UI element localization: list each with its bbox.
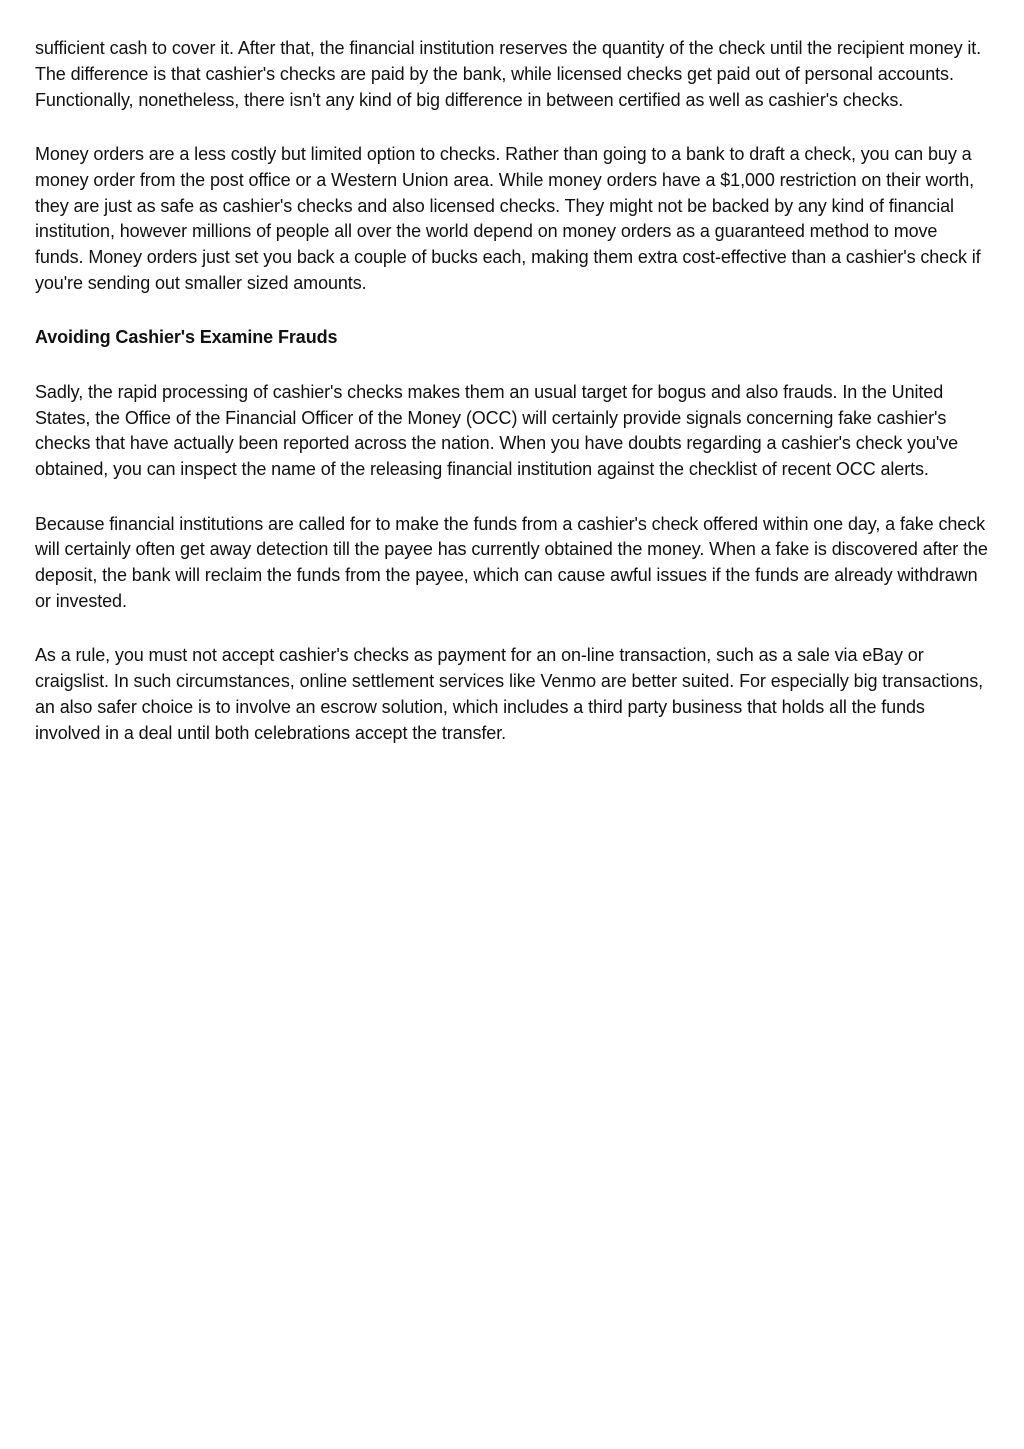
section-heading: Avoiding Cashier's Examine Frauds [35, 327, 338, 348]
paragraph-occ-alerts: Sadly, the rapid processing of cashier's checks makes them an usual target for bogus and also frauds. In the United States, the Office of the Financial Officer of the Money (OCC) will certainly provide signals concerning fake cashier's checks that have actually been reported across the nation. When you have doubts regarding a cashier's check you've obtained, you can inspect the name of the releasing financial institution against the checklist of recent OCC alerts. [35, 381, 959, 480]
paragraph-online-transactions: As a rule, you must not accept cashier's checks as payment for an on-line transaction, such as a sale via eBay or craigslist. In such circumstances, online settlement services like Venmo are better suited. For especially big transactions, an also safer choice is to involve an escrow solution, which includes a third party business that holds all the funds involved in a deal until both celebrations accept the transfer. [35, 645, 984, 743]
paragraph-certified-checks: sufficient cash to cover it. After that, the financial institution reserves the quantity of the check until the recipient money it. The difference is that cashier's checks are paid by the bank, while licensed checks get paid out of personal accounts. Functionally, nonetheless, there isn't any kind of big difference in between certified as well as cashier's checks. [35, 38, 982, 110]
paragraph-fake-detection: Because financial institutions are called for to make the funds from a cashier's check offered within one day, a fake check will certainly often get away detection till the payee has currently obtained the money. When a fake is discovered after the deposit, the bank will reclaim the funds from the payee, which can cause awful issues if the funds are already withdrawn or invested. [35, 513, 988, 611]
paragraph-money-orders: Money orders are a less costly but limited option to checks. Rather than going to a bank to draft a check, you can buy a money order from the post office or a Western Union area. While money orders have a $1,000 restriction on their worth, they are just as safe as cashier's checks and also licensed checks. They might not be backed by any kind of financial institution, however millions of people all over the world depend on money orders as a guaranteed method to move funds. Money orders just set you back a couple of bucks each, making them extra cost-effective than a cashier's check if you're sending out smaller sized amounts. [35, 143, 981, 293]
